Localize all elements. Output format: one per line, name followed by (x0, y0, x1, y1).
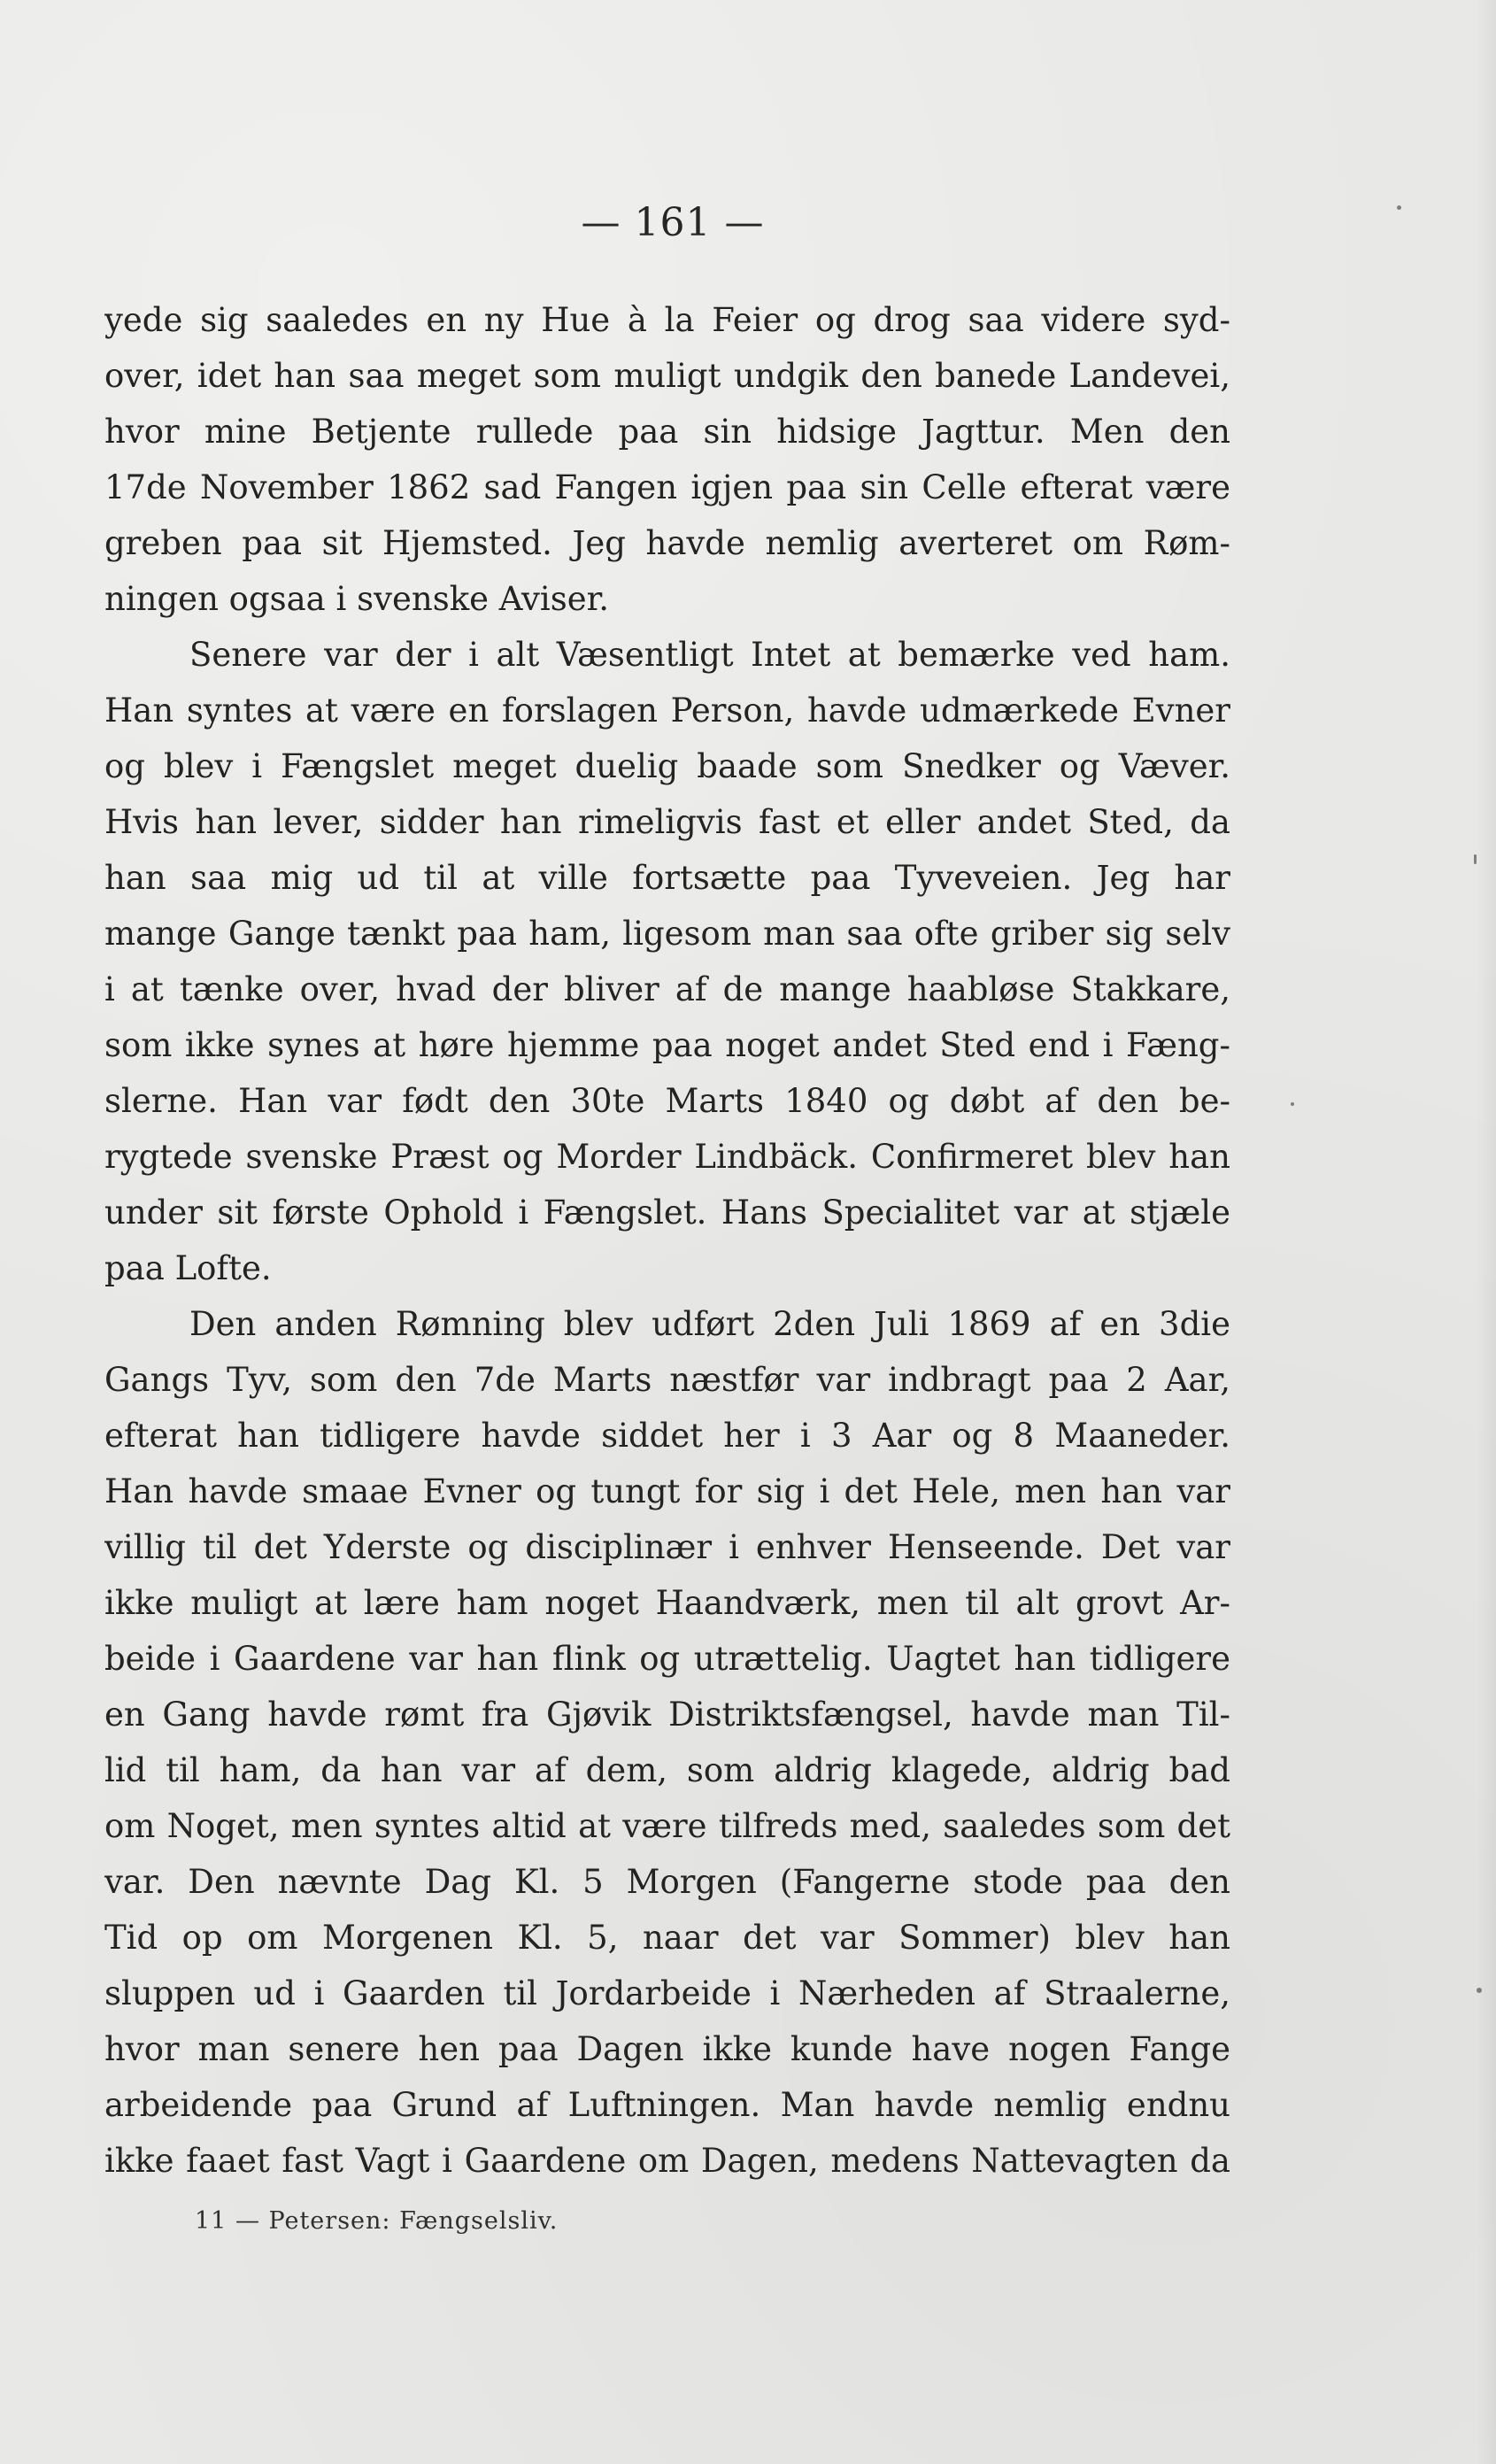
text-line: under sit første Ophold i Fængslet. Hans Specialitet var at stjæle (104, 1193, 1230, 1232)
paragraph-start-line: Senere var der i alt Væsentligt Intet at bemærke ved ham. (189, 636, 1230, 674)
text-line: Hvis han lever, sidder han rimeligvis fast et eller andet Sted, da (104, 803, 1230, 841)
paper-speck (1397, 205, 1401, 210)
text-line: 17de November 1862 sad Fangen igjen paa sin Celle efterat være (104, 468, 1230, 506)
signature-footer: 11 — Petersen: Fængselsliv. (195, 2207, 559, 2235)
text-line: paa Lofte. (104, 1249, 272, 1287)
page-number: — 161 — (581, 200, 765, 245)
text-line: ningen ogsaa i svenske Aviser. (104, 580, 609, 618)
text-line: villig til det Yderste og disciplinær i enhver Henseende. Det var (104, 1528, 1230, 1566)
text-line: slerne. Han var født den 30te Marts 1840 og døbt af den be- (104, 1082, 1230, 1120)
text-line: Han syntes at være en forslagen Person, havde udmærkede Evner (104, 691, 1230, 730)
text-line: Han havde smaae Evner og tungt for sig i det Hele, men han var (104, 1472, 1230, 1510)
body-text (104, 292, 1230, 2189)
text-line: lid til ham, da han var af dem, som aldrig klagede, aldrig bad (104, 1751, 1230, 1789)
text-line: han saa mig ud til at ville fortsætte paa Tyveveien. Jeg har (104, 859, 1230, 897)
text-line: efterat han tidligere havde siddet her i 3 Aar og 8 Maaneder. (104, 1417, 1230, 1455)
text-line: arbeidende paa Grund af Luftningen. Man havde nemlig endnu (104, 2086, 1230, 2124)
text-line: mange Gange tænkt paa ham, ligesom man saa ofte griber sig selv (104, 915, 1230, 953)
text-line: hvor mine Betjente rullede paa sin hidsige Jagttur. Men den (104, 413, 1230, 451)
paper-speck (1474, 854, 1477, 864)
text-line: rygtede svenske Præst og Morder Lindbäck. Confirmeret blev han (104, 1138, 1230, 1176)
text-line: hvor man senere hen paa Dagen ikke kunde have nogen Fange (104, 2030, 1230, 2068)
paper-speck (1291, 1102, 1294, 1106)
text-line: Tid op om Morgenen Kl. 5, naar det var Sommer) blev han (104, 1919, 1230, 1957)
text-line: i at tænke over, hvad der bliver af de mange haabløse Stakkare, (104, 970, 1230, 1008)
text-line: yede sig saaledes en ny Hue à la Feier og drog saa videre syd- (104, 301, 1230, 339)
text-line: over, idet han saa meget som muligt undgik den banede Landevei, (104, 357, 1230, 395)
text-line: ikke muligt at lære ham noget Haandværk, men til alt grovt Ar- (104, 1584, 1230, 1622)
text-line: ikke faaet fast Vagt i Gaardene om Dagen, medens Nattevagten da (104, 2142, 1230, 2180)
text-line: som ikke synes at høre hjemme paa noget andet Sted end i Fæng- (104, 1026, 1230, 1064)
paragraph-start-line: Den anden Rømning blev udført 2den Juli 1869 af en 3die (189, 1305, 1230, 1343)
text-line: en Gang havde rømt fra Gjøvik Distriktsfængsel, havde man Til- (104, 1695, 1230, 1734)
text-line: om Noget, men syntes altid at være tilfreds med, saaledes som det (104, 1807, 1230, 1845)
text-line: greben paa sit Hjemsted. Jeg havde nemlig averteret om Røm- (104, 524, 1230, 562)
text-line: beide i Gaardene var han flink og utrættelig. Uagtet han tidligere (104, 1640, 1230, 1678)
text-line: sluppen ud i Gaarden til Jordarbeide i Nærheden af Straalerne, (104, 1974, 1230, 2012)
text-line: Gangs Tyv, som den 7de Marts næstfør var indbragt paa 2 Aar, (104, 1361, 1230, 1399)
text-line: var. Den nævnte Dag Kl. 5 Morgen (Fangerne stode paa den (104, 1863, 1230, 1901)
paper-speck (1477, 1988, 1482, 1993)
text-line: og blev i Fængslet meget duelig baade som Snedker og Væver. (104, 747, 1230, 785)
